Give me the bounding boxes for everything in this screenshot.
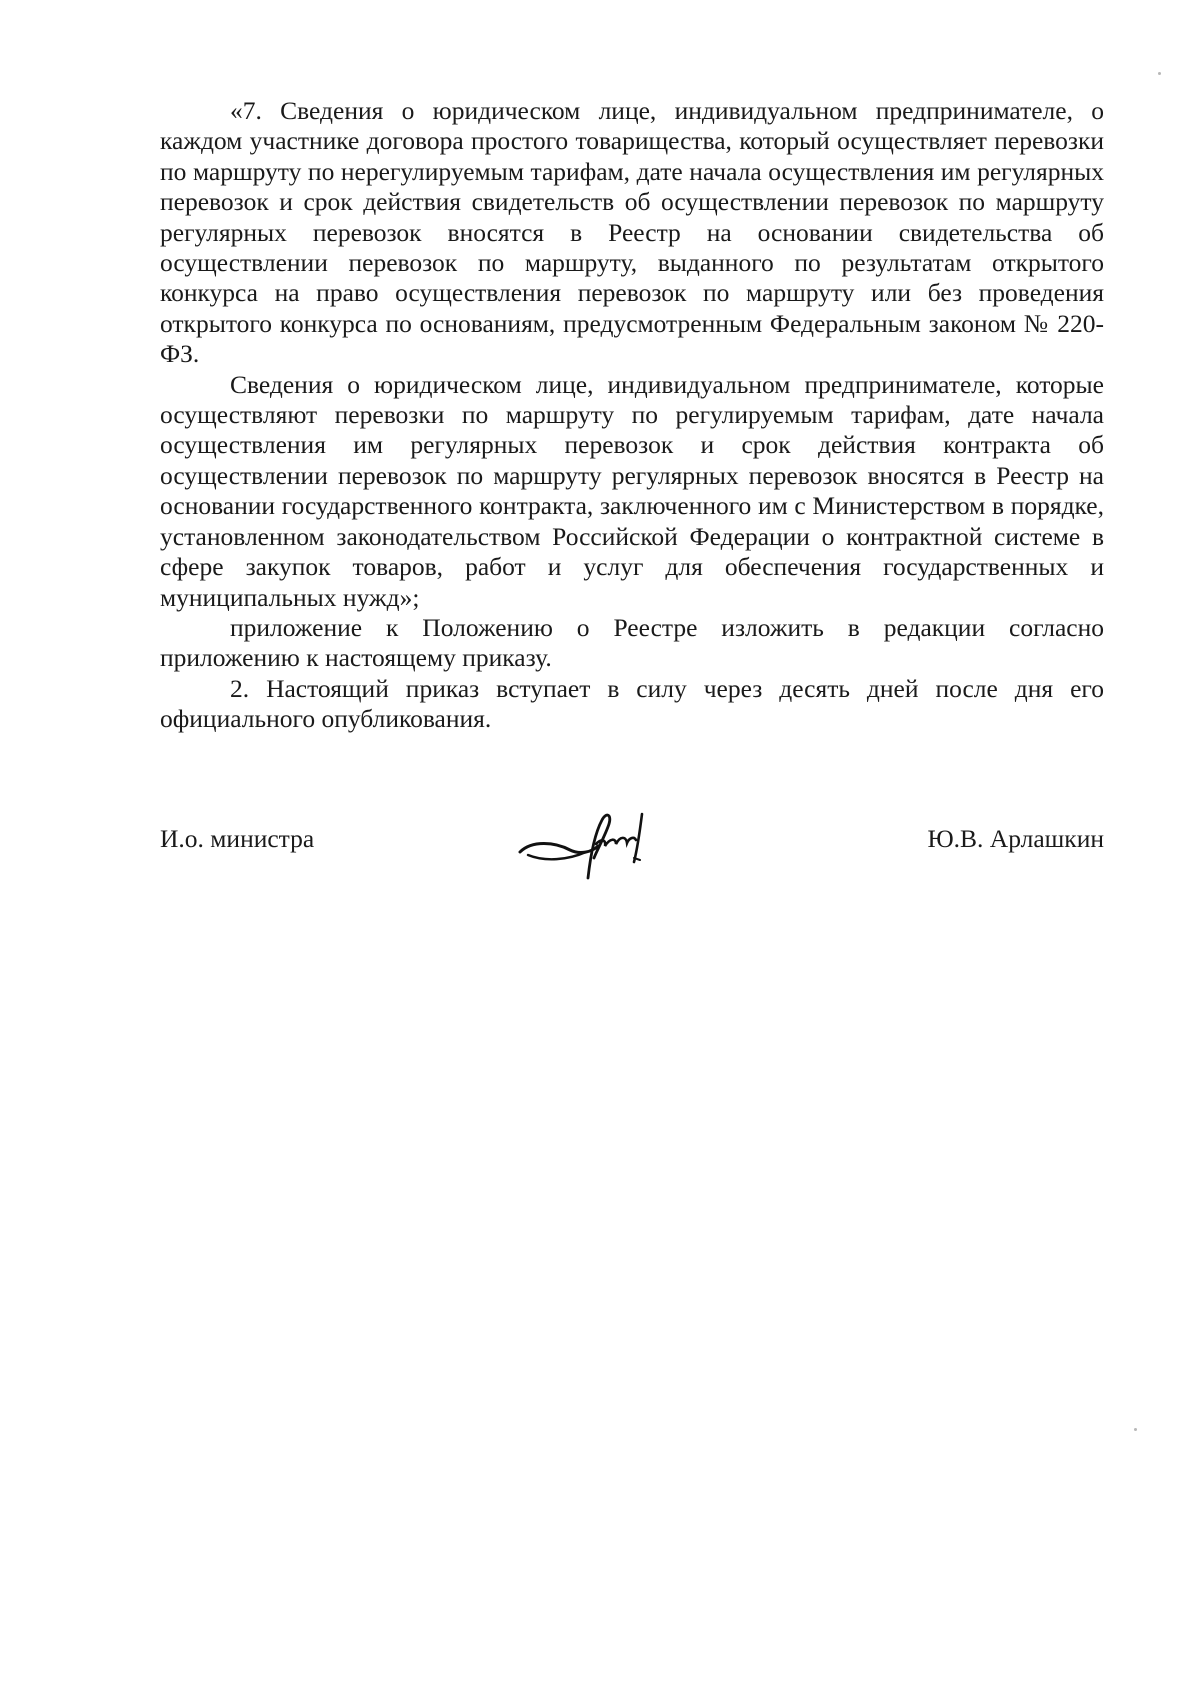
- signatory-role: И.о. министра: [160, 824, 315, 853]
- document-body: [160, 96, 1104, 735]
- scan-speck: [1158, 72, 1161, 75]
- handwritten-signature-icon: [510, 800, 660, 890]
- paragraph-appendix: приложение к Положению о Реестре изложить в редакции согласно приложению к настоящему приказу.: [160, 612, 1104, 673]
- paragraph-item-7: «7. Сведения о юридическом лице, индивидуальном предпринимателе, о каждом участнике договора простого товарищества, который осуществляет перевозки по маршруту по нерегулируемым тарифам, дате начала осуществления им регулярных перевозок и срок действия свидетельств об осуществлении перевозок по маршруту регулярных перевозок вносятся в Реестр на основании свидетельства об осуществлении перевозок по маршруту, выданного по результатам открытого конкурса на право осуществления перевозок по маршруту или без проведения открытого конкурса по основаниям, предусмотренным Федеральным законом № 220-ФЗ.: [160, 96, 1104, 369]
- paragraph-regulated-tariffs: Сведения о юридическом лице, индивидуальном предпринимателе, которые осуществляют перевозки по маршруту по регулируемым тарифам, дате начала осуществления им регулярных перевозок и срок действия контракта об осуществлении перевозок по маршруту регулярных перевозок вносятся в Реестр на основании государственного контракта, заключенного им с Министерством в порядке, установленном законодательством Российской Федерации о контрактной системе в сфере закупок товаров, работ и услуг для обеспечения государственных и муниципальных нужд»;: [160, 369, 1104, 612]
- signatory-name: Ю.В. Арлашкин: [927, 824, 1104, 853]
- scan-speck: [1134, 1428, 1137, 1431]
- paragraph-entry-into-force: 2. Настоящий приказ вступает в силу через десять дней после дня его официального опубликования.: [160, 673, 1104, 734]
- signature-block: [160, 810, 1104, 890]
